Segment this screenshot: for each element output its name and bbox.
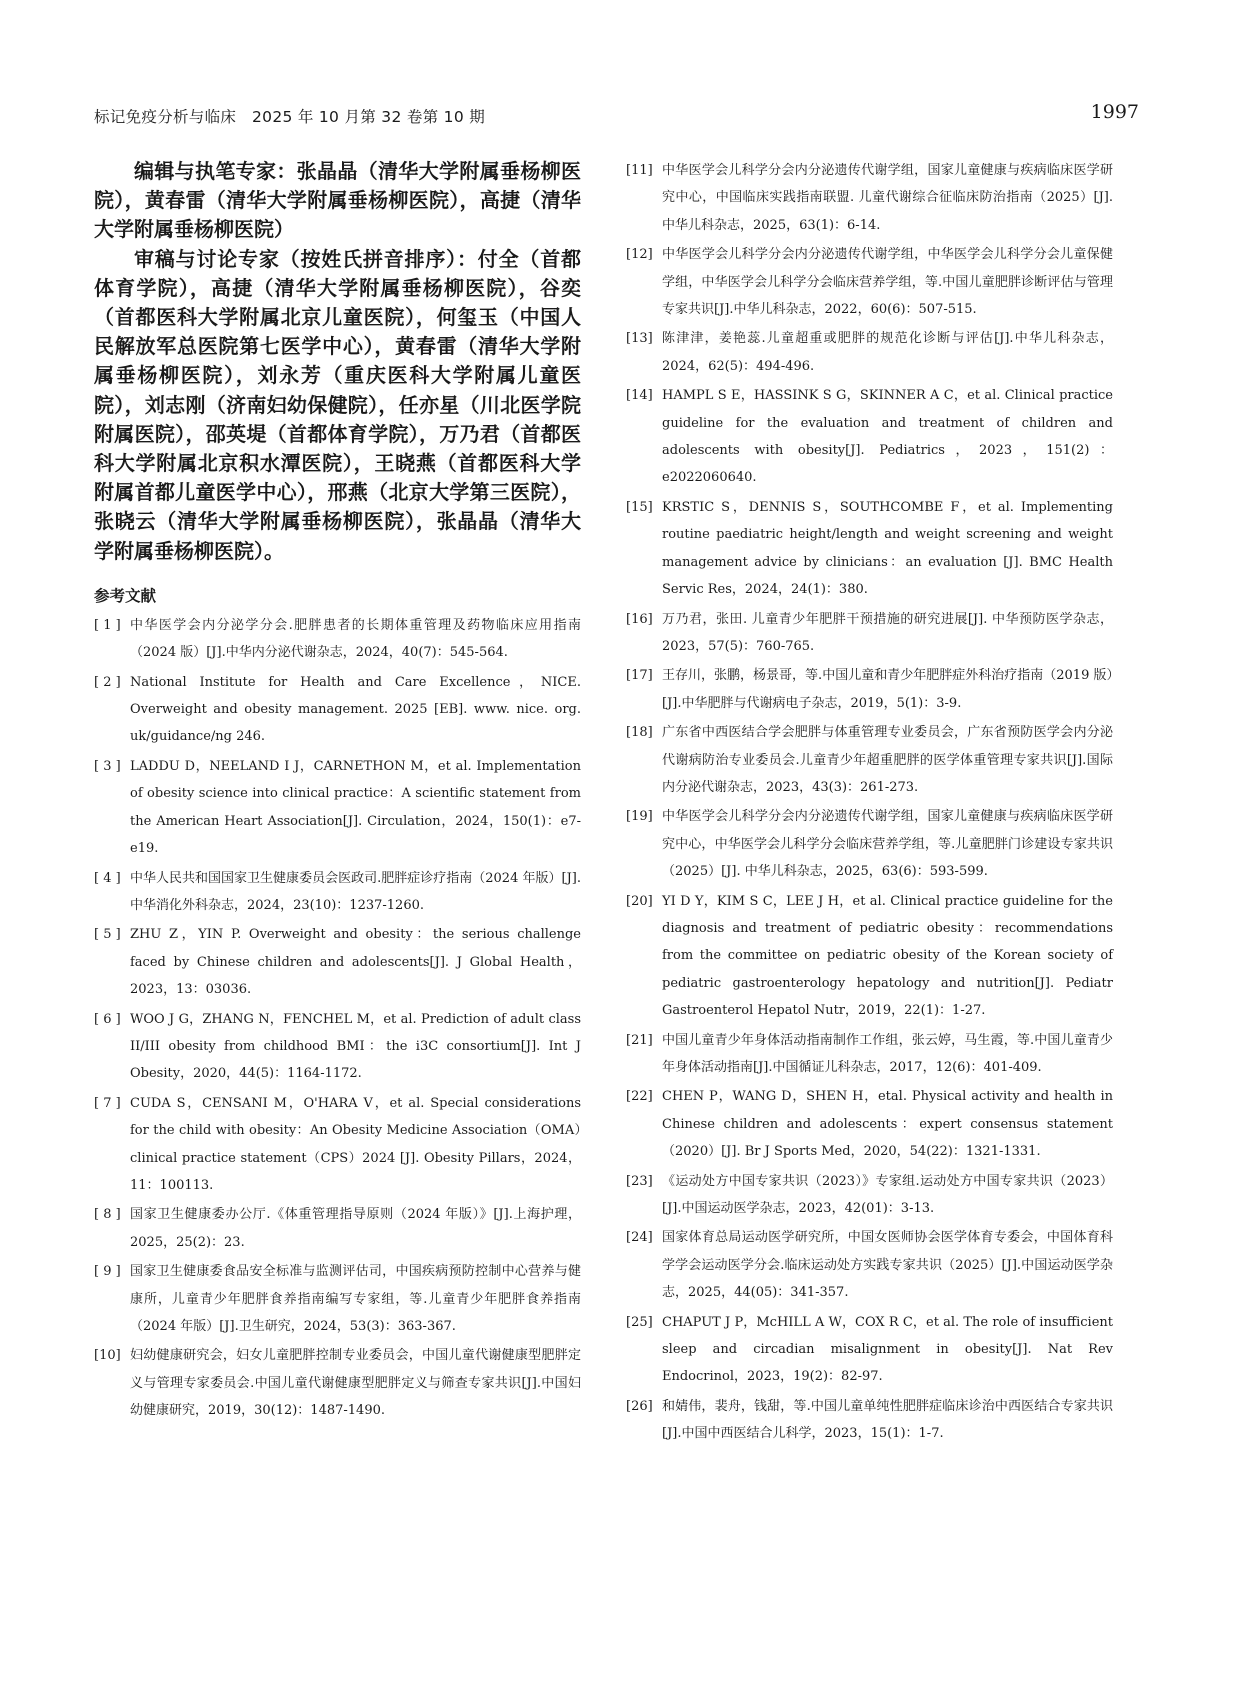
reference-text: CUDA S，CENSANI M，O'HARA V，et al. Special considerations for the child with obesity：An Obesity Medicine Association（OMA）clinical practice statement（CPS）2024 [J]. Obesity Pillars，2024，11：100113. — [130, 1095, 581, 1193]
reference-text: 陈津津，姜艳蕊.儿童超重或肥胖的规范化诊断与评估[J].中华儿科杂志，2024，62(5)：494-496. — [662, 331, 1113, 374]
reference-item — [626, 719, 1113, 801]
reference-number: [ 4 ] — [94, 870, 121, 886]
reference-item — [626, 241, 1113, 323]
reference-item — [626, 803, 1113, 885]
reference-text: 中国儿童青少年身体活动指南制作工作组，张云婷，马生霞，等.中国儿童青少年身体活动指南[J].中国循证儿科杂志，2017，12(6)：401-409. — [662, 1032, 1113, 1075]
reference-text: ZHU Z，YIN P. Overweight and obesity：the serious challenge faced by Chinese children and adolescents[J]. J Global Health，2023，13：03036. — [130, 927, 581, 998]
reference-number: [24] — [626, 1230, 653, 1246]
reference-number: [25] — [626, 1314, 653, 1330]
running-header — [94, 101, 1139, 129]
journal-title: 标记免疫分析与临床 2025 年 10 月第 32 卷第 10 期 — [94, 108, 486, 126]
reference-number: [11] — [626, 163, 653, 178]
reference-item — [94, 865, 581, 920]
reference-text: 广东省中西医结合学会肥胖与体重管理专业委员会，广东省预防医学会内分泌代谢病防治专业委员会.儿童青少年超重肥胖的医学体重管理专家共识[J].国际内分泌代谢杂志，2023，43(3)：261-273. — [662, 725, 1113, 795]
reference-number: [13] — [626, 331, 653, 347]
reference-number: [10] — [94, 1348, 121, 1364]
reference-text: KRSTIC S，DENNIS S，SOUTHCOMBE F，et al. Implementing routine paediatric height/length and weight screening and weight management advice by clinicians：an evaluation [J]. BMC Health Servic Res，2024，24(1)：380. — [662, 499, 1113, 598]
reference-number: [ 3 ] — [94, 758, 121, 774]
reference-number: [ 1 ] — [94, 617, 121, 633]
reference-text: 妇幼健康研究会，妇女儿童肥胖控制专业委员会，中国儿童代谢健康型肥胖定义与管理专家委员会.中国儿童代谢健康型肥胖定义与筛查专家共识[J].中国妇幼健康研究，2019，30(12)：1487-1490. — [130, 1348, 581, 1419]
reference-item — [626, 1393, 1113, 1448]
reference-number: [21] — [626, 1032, 653, 1048]
reference-item — [626, 662, 1113, 717]
reference-number: [ 6 ] — [94, 1011, 121, 1027]
reference-number: [ 2 ] — [94, 674, 121, 690]
reference-item — [626, 382, 1113, 492]
reference-text: 中华医学会儿科学分会内分泌遗传代谢学组，国家儿童健康与疾病临床医学研究中心，中华医学会儿科学分会临床营养学组，等.儿童肥胖门诊建设专家共识（2025）[J]. 中华儿科杂志，2025，63(6)：593-599. — [662, 809, 1113, 880]
reference-item — [626, 1309, 1113, 1391]
reference-item — [626, 1027, 1113, 1082]
reference-list-left — [94, 612, 581, 1425]
reference-item — [626, 1224, 1113, 1306]
references-heading: 参考文献 — [94, 586, 157, 605]
reference-number: [ 9 ] — [94, 1264, 121, 1280]
reference-item — [626, 888, 1113, 1025]
reference-number: [16] — [626, 611, 653, 627]
reference-number: [14] — [626, 388, 653, 404]
reference-number: [17] — [626, 668, 653, 684]
credits — [94, 157, 581, 566]
reference-text: YI D Y，KIM S C，LEE J H，et al. Clinical practice guideline for the diagnosis and treatment of pediatric obesity：recommendations from the committee on pediatric obesity of the Korean society of pediatric gastroenterology hepatology and nutrition[J]. Pediatr Gastroenterol Hepatol Nutr，2019，22(1)：1-27. — [662, 893, 1113, 1019]
reference-item — [626, 606, 1113, 661]
reference-item — [94, 612, 581, 667]
reference-text: 王存川，张鹏，杨景哥，等.中国儿童和青少年肥胖症外科治疗指南（2019 版）[J].中华肥胖与代谢病电子杂志，2019，5(1)：3-9. — [662, 668, 1113, 711]
reference-item — [94, 1090, 581, 1200]
reference-text: LADDU D，NEELAND I J，CARNETHON M，et al. Implementation of obesity science into clinical practice：A scientific statement from the American Heart Association[J]. Circulation，2024，150(1)：e7-e19. — [130, 758, 581, 857]
reference-number: [19] — [626, 809, 653, 825]
reference-number: [ 5 ] — [94, 927, 121, 943]
left-column — [94, 157, 581, 1427]
reference-text: 和婧伟，裴舟，钱甜，等.中国儿童单纯性肥胖症临床诊治中西医结合专家共识[J].中国中西医结合儿科学，2023，15(1)：1-7. — [662, 1398, 1113, 1442]
reference-text: CHAPUT J P，McHILL A W，COX R C，et al. The role of insufficient sleep and circadian misalignment in obesity[J]. Nat Rev Endocrinol，2023，19(2)：82-97. — [662, 1314, 1113, 1385]
reference-text: 中华医学会儿科学分会内分泌遗传代谢学组，国家儿童健康与疾病临床医学研究中心，中国临床实践指南联盟. 儿童代谢综合征临床防治指南（2025）[J]. 中华儿科杂志，2025，63(1)：6-14. — [662, 163, 1113, 233]
reference-number: [22] — [626, 1089, 653, 1105]
reference-item — [626, 494, 1113, 604]
reference-number: [15] — [626, 499, 653, 515]
page-number: 1997 — [1090, 101, 1139, 123]
reference-text: 国家卫生健康委食品安全标准与监测评估司，中国疾病预防控制中心营养与健康所，儿童青少年肥胖食养指南编写专家组，等.儿童青少年肥胖食养指南（2024 年版）[J].卫生研究，2024，53(3)：363-367. — [130, 1264, 581, 1334]
reference-item — [94, 921, 581, 1003]
reference-text: National Institute for Health and Care Excellence，NICE. Overweight and obesity management. 2025 [EB]. www. nice. org. uk/guidance/ng 246. — [130, 674, 581, 745]
reference-item — [94, 1006, 581, 1088]
reference-item — [626, 1168, 1113, 1223]
reviewers-paragraph: 审稿与讨论专家（按姓氏拼音排序）：付全（首都体育学院），高捷（清华大学附属垂杨柳医院），谷奕（首都医科大学附属北京儿童医院），何玺玉（中国人民解放军总医院第七医学中心），黄春雷（清华大学附属垂杨柳医院），刘永芳（重庆医科大学附属儿童医院），刘志刚（济南妇幼保健院），任亦星（川北医学院附属医院），邵英堤（首都体育学院），万乃君（首都医科大学附属北京积水潭医院），王晓燕（首都医科大学附属首都儿童医学中心），邢燕（北京大学第三医院），张晓云（清华大学附属垂杨柳医院），张晶晶（清华大学附属垂杨柳医院）。 — [94, 246, 581, 563]
reference-text: 国家卫生健康委办公厅.《体重管理指导原则（2024 年版）》[J].上海护理，2025，25(2)：23. — [130, 1207, 581, 1250]
reference-item — [94, 1342, 581, 1424]
reference-item — [94, 1258, 581, 1340]
reference-text: WOO J G，ZHANG N，FENCHEL M，et al. Prediction of adult class II/III obesity from childhood BMI：the i3C consortium[J]. Int J Obesity，2020，44(5)：1164-1172. — [130, 1011, 581, 1082]
reference-text: 中华医学会儿科学分会内分泌遗传代谢学组，中华医学会儿科学分会儿童保健学组，中华医学会儿科学分会临床营养学组，等.中国儿童肥胖诊断评估与管理专家共识[J].中华儿科杂志，2022，60(6)：507-515. — [662, 247, 1113, 318]
reference-text: 《运动处方中国专家共识（2023）》专家组.运动处方中国专家共识（2023）[J].中国运动医学杂志，2023，42(01)：3-13. — [662, 1173, 1113, 1217]
reference-number: [18] — [626, 725, 653, 741]
reference-number: [20] — [626, 893, 653, 909]
reference-list-right — [626, 157, 1113, 1448]
reference-item — [626, 1083, 1113, 1165]
reference-item — [94, 669, 581, 751]
reference-number: [23] — [626, 1173, 653, 1189]
reference-item — [626, 325, 1113, 380]
reference-number: [12] — [626, 247, 653, 263]
right-column — [626, 157, 1113, 1450]
reference-text: CHEN P，WANG D，SHEN H，etal. Physical activity and health in Chinese children and adolescents：expert consensus statement（2020）[J]. Br J Sports Med，2020，54(22)：1321-1331. — [662, 1089, 1113, 1160]
reference-item — [94, 753, 581, 863]
reference-item — [94, 1201, 581, 1256]
reference-text: HAMPL S E，HASSINK S G，SKINNER A C，et al. Clinical practice guideline for the evaluation and treatment of children and adolescents with obesity[J]. Pediatrics，2023，151(2)：e2022060640. — [662, 388, 1113, 486]
reference-text: 中华人民共和国国家卫生健康委员会医政司.肥胖症诊疗指南（2024 年版）[J].中华消化外科杂志，2024，23(10)：1237-1260. — [130, 870, 581, 913]
reference-number: [ 8 ] — [94, 1207, 121, 1223]
reference-text: 国家体育总局运动医学研究所，中国女医师协会医学体育专委会，中国体育科学学会运动医学分会.临床运动处方实践专家共识（2025）[J].中国运动医学杂志，2025，44(05)：341-357. — [662, 1230, 1113, 1301]
reference-number: [26] — [626, 1398, 653, 1414]
reference-text: 万乃君，张田. 儿童青少年肥胖干预措施的研究进展[J]. 中华预防医学杂志，2023，57(5)：760-765. — [662, 611, 1113, 654]
editors-paragraph: 编辑与执笔专家：张晶晶（清华大学附属垂杨柳医院），黄春雷（清华大学附属垂杨柳医院），高捷（清华大学附属垂杨柳医院） — [94, 159, 581, 242]
reference-number: [ 7 ] — [94, 1095, 121, 1111]
reference-item — [626, 157, 1113, 239]
reference-text: 中华医学会内分泌学分会.肥胖患者的长期体重管理及药物临床应用指南（2024 版）[J].中华内分泌代谢杂志，2024，40(7)：545-564. — [130, 617, 581, 661]
